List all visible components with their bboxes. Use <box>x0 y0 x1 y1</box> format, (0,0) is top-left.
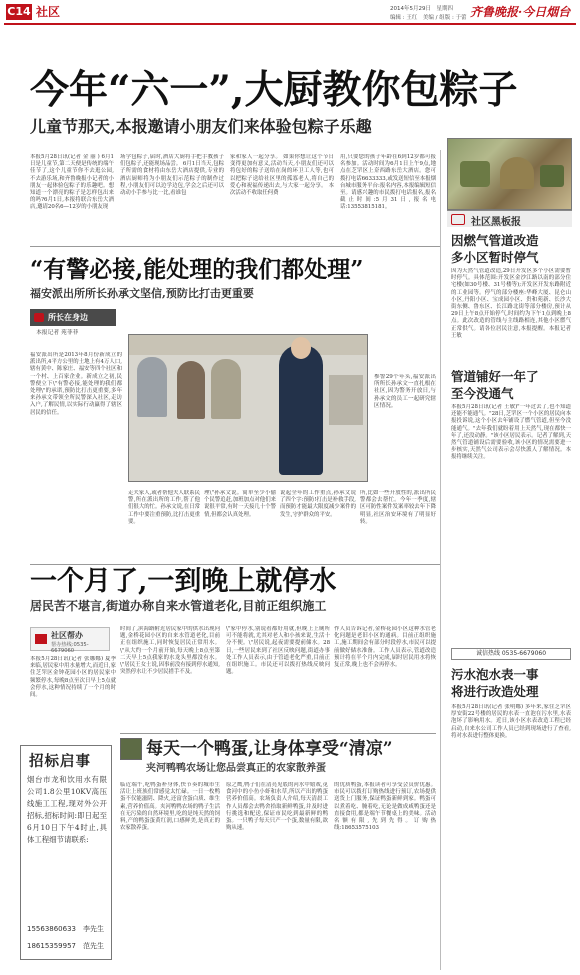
section4-text-c1: 临近端午,吃鸭蛋补身体,快节奏的城市生活让上班族们常感觉太忙碌。一日一枚鸭蛋不仅能滋阴、降火,还富含蛋白质、维生素,营养价值高。夹河鸭鸭农场的鸭子生活在无污染的自然环境里,吃的是纯天然的饲料,产的鸭蛋蛋黄红润,口感鲜美,是真正的农家散养蛋。 <box>120 782 220 832</box>
divider-2 <box>30 564 440 565</box>
sidebar-gas-text: 因为天然气管道改造,29日开发区多个小区需要暂时停气。具体范围:开发区金沙江路以南的部分住宅楼(如30号楼、31号楼等);开发区开发东路附近的工业园等。停气的部分楼座:华峰大厦、昆仑山小区,丹阳小区、宝成园小区、贵和苑新、长沙大街东侧、鲁东区、长江路北街等部分楼房,预计从29日上午8点开始停气,时间约为下午1点到晚上8点。此次改造的管线与主线路相连,其他小区燃气正常供气。请各位居民注意,本报提醒。本报记者 王敏 <box>451 268 571 339</box>
tender-ad-body: 烟台市龙和饮用水有限公司1.8公里10KV高压线施工工程,现对外公开招标,招标时间:即日起至6月10日下午4时止,具体工程细节请联系: <box>27 775 107 844</box>
section4-text-c2: 原之鹰,鸭子们在清亮见底的河水中嬉戏,觅食河中的小鱼小虾和水草,所以产出的鸭蛋营养价值高。农场负责人介绍,每天清晨工作人员都会去鸭舍拾取新鲜鸭蛋,并及时进行挑选和配送,保证市民吃到最新鲜的鸭蛋。一只鸭子每天只产一个蛋,数量有限,欲购从速。 <box>226 782 328 832</box>
badge-icon <box>34 313 44 322</box>
section4-text-c3: 的优质鸭蛋,本报读者可享受会员价优惠。市民可以拨打订购热线进行预订,农场提供送货上门服务,保证鸭蛋新鲜到家。鸭蛋可以煮着吃、腌着吃,无论是做成咸鸭蛋还是直接食用,都是端午节餐桌上的美味。活动名额有限,先到先得。订购热线:18653575103 <box>334 782 436 832</box>
house-icon <box>35 634 47 644</box>
police-photo <box>128 334 368 482</box>
section-name: 社区 <box>36 5 61 19</box>
section2-reporter: 本报记者 苑菲菲 <box>36 330 79 336</box>
section2-subhead: 福安派出所所长孙承文坚信,预防比打击更重要 <box>30 287 254 300</box>
duck-photo <box>120 738 142 760</box>
tender-ad-contact1: 15563860633 李先生 <box>27 925 104 933</box>
article1-col3: 家和家人一起分享。 如果你想让这个节日变得更加有意义,活动当天,小朋友们还可以将包好的粽子送给在岗的环卫工人等,也可以把粽子送给社区里的孤寡老人,将自己的爱心和祝福传递出去,与大家一起分享。 本次活动不收取任何费 <box>230 154 334 197</box>
chalkboard-icon <box>451 214 465 225</box>
article1-subhead: 儿童节那天,本报邀请小朋友们来体验包粽子乐趣 <box>30 117 372 136</box>
section3-text-c3: \"家中停水,别说看都好用就,但晚上上厕所可不能将就,尤其对老人和小孩来说,生活十分不便。\"居民说,起夜需要提前储水。28日,一些居民来到了社区反映问题,街道办事处工作人员表示,由于管道老化严重,目前正在组织施工。市民还可以拨打热线反映问题。 <box>226 626 330 676</box>
tag-community-help: 社区帮办 帮办热线:0535-6679060 <box>30 627 110 651</box>
section2-text-bottom-1: 走夫家人,或者帮他夫人联系民警,所在派出所的工作,帮了他们很大的忙。孙承文说,在日常工作中要注重预防,比打击更重要。 <box>128 490 200 525</box>
tender-ad <box>20 745 112 960</box>
tender-ad-title: 招标启事 <box>29 753 91 770</box>
section3-text-c2: 时间了,滨海路附近居民家中的供水出现问题,金桥花园小区的自来水管道老化,目前正在组织施工,同时恢复居民正常用水。\"从大约一个月前开始,每天晚上8点至第二天早上5点我家的水龙头里都没有水。\"居民王女士说,因事前没有接到停水通知,突然停水让不少居民措手不及。 <box>120 626 220 676</box>
sidebar-pipe-text: 本报5月28日讯(记者 王敏)"一年过去了,也不知道还能不能通气。"28日,芝罘区一个小区的居民向本报投诉说,这个小区去年铺设了燃气管道,但至今没能通气。"去年我们就盼着用上天然气,现在都快一年了,还没动静。"该小区居民表示。记者了解到,天然气管道铺设后需要验收,该小区的情况需要进一步核实,天然气公司表示会尽快派人了解情况。本报将继续关注。 <box>451 404 571 461</box>
header-rule <box>4 23 576 25</box>
article1-headline: 今年“六一”,大厨教你包粽子 <box>30 67 518 113</box>
sidebar-title-box: 社区黑板报 <box>447 210 572 227</box>
section3-headline: 一个月了,一到晚上就停水 <box>30 566 337 597</box>
sidebar-gas-title: 因燃气管道改造 多小区暂时停气 <box>451 233 539 265</box>
section2-caption: 参警29个年头,福安派出所所长孙承文一直扎根在社区,因为警务开放日,与孙承文的员工一起研究辖区情况。 <box>374 374 436 409</box>
divider-1 <box>30 246 440 247</box>
section4-headline: 每天一个鸭蛋,让身体享受“清凉” <box>146 739 393 759</box>
tag-police: 所长在身边 <box>30 309 116 326</box>
article1-col4: 用,只要您的孩子年龄在6到12岁都可报名参加。活动时间为6月1日上午9点,地点在芝罘区上夼西路东岳大酒店。您可拨打电话6633333,或发送短信至本报烟台城市服务平台:报名内容,本报编辑短信至。请感兴趣的市民拨打电话报名,报名截止时间:5月31日,报名电话:13553815181。 <box>340 154 436 211</box>
sidebar-water-text: 本报5月28日讯(记者 张明娜) 多年来,家住芝罘区厚安街22号楼的居民的水表一直泡在污水里,水表泡坏了影响用水。近日,该小区水表改造工程已经启动,自来水公司工作人员已经到现场进行了查看,将对水表进行整体更换。 <box>451 704 571 739</box>
sidebar-divider <box>440 150 441 970</box>
tender-ad-contact2: 18615359957 范先生 <box>27 942 104 950</box>
section4-subhead: 夹河鸭鸭农场让您品尝真正的农家散养蛋 <box>146 763 326 774</box>
date-line: 2014年5月29日 星期四 <box>390 6 453 12</box>
section2-text-left: 福安派出所是2013年8月份新成立的派出所,4平方公里的土地上有4万人口,辖有黄中、陈家庄、福安等四个社区和一个村、上百家企业。新成立之初,民警便立下\"有警必接,能处理的我们都处理\"的承诺,预防比打击更重要,多年来孙承文带领全所民警深入社区,走访入户,了解民情,以实际行动赢得了辖区居民的信任。 <box>30 352 122 416</box>
page-code: C14 <box>7 5 31 18</box>
section2-text-bottom-2: 理\"孙承文说。简单至少小偷个民警追赶,加班加点对他们来说很平常,有时一天接几十个警情,但都会认真处理。 <box>204 490 276 518</box>
article1-col1: 本报5月28日讯(记者 金 丽 ) 6月1日是儿童节,第二天便是传统的端午佳节了,这个儿童节你不去逛公园,不去游乐场,和齐鲁晚报小记者的小朋友一起体验包粽子的乐趣吧。想知道一个漂亮的粽子是怎样包出来的吗?6月1日,本报将联合东岳大酒店,邀请20名6—12岁的小朋友现 <box>30 154 114 211</box>
article1-col2: 场学包粽子,届时,酒店大厨将手把手教孩子们包粽子,还能现场品尝。 6月1日当天,包粽子所需的食材将由东岳大酒店提供,专业的酒店厨师将为小朋友们示范粽子的制作过程,小朋友们可以边学边包,学会之后还可以动动小手参与比一比,看谁包 <box>120 154 224 197</box>
section2-headline: “有警必接,能处理的我们都处理” <box>30 256 364 283</box>
section3-subhead: 居民苦不堪言,街道办称自来水管道老化,目前正组织施工 <box>30 599 327 613</box>
section2-text-bottom-4: 所,比如一些开放性的,派出所民警都会去帮忙。今年一季度,辖区可防性案件发案率较去年下降明显,社区治安环境有了明显好转。 <box>360 490 436 525</box>
section3-text-left: 本报5月28日讯(记者 张娜娜) 夏季来临,居民家中用水量增大,而近日,家住芝罘区金钟花园小区的居民家中频繁停水,每晚8点至次日早上5点就会停水,这种情况持续了一个月的时间。 <box>30 656 116 699</box>
brand-logo: 齐鲁晚报·今日烟台 <box>470 5 571 19</box>
sidebar-water-title: 污水泡水表一事 将进行改造处理 <box>451 667 539 699</box>
section2-text-bottom-3: 说起全年的工作重点,孙承文说了四个字:预防!打击是补救手段,而预防才能最大限度减少案件的发生,守护群众的平安。 <box>280 490 356 518</box>
zongzi-photo <box>447 138 572 210</box>
editor-line: 编辑 : 王红 美编 / 组版 : 于蕾 <box>390 15 467 21</box>
section3-text-c4: 作人员告诉记者,金桥花园小区这种水管老化问题是老旧小区的通病。目前正组织施工,施工期间会有部分时段停水,市民可以提前做好储水准备。工作人员表示,管道改造预计将在半个月内完成,届时居民用水将恢复正常,晚上也不会再停水。 <box>334 626 436 669</box>
sidebar-pipe-title: 管道铺好一年了 至今没通气 <box>451 369 539 401</box>
sidebar-hotline-box: 诚信热线 0535-6679060 <box>451 648 571 660</box>
divider-3 <box>120 733 436 734</box>
